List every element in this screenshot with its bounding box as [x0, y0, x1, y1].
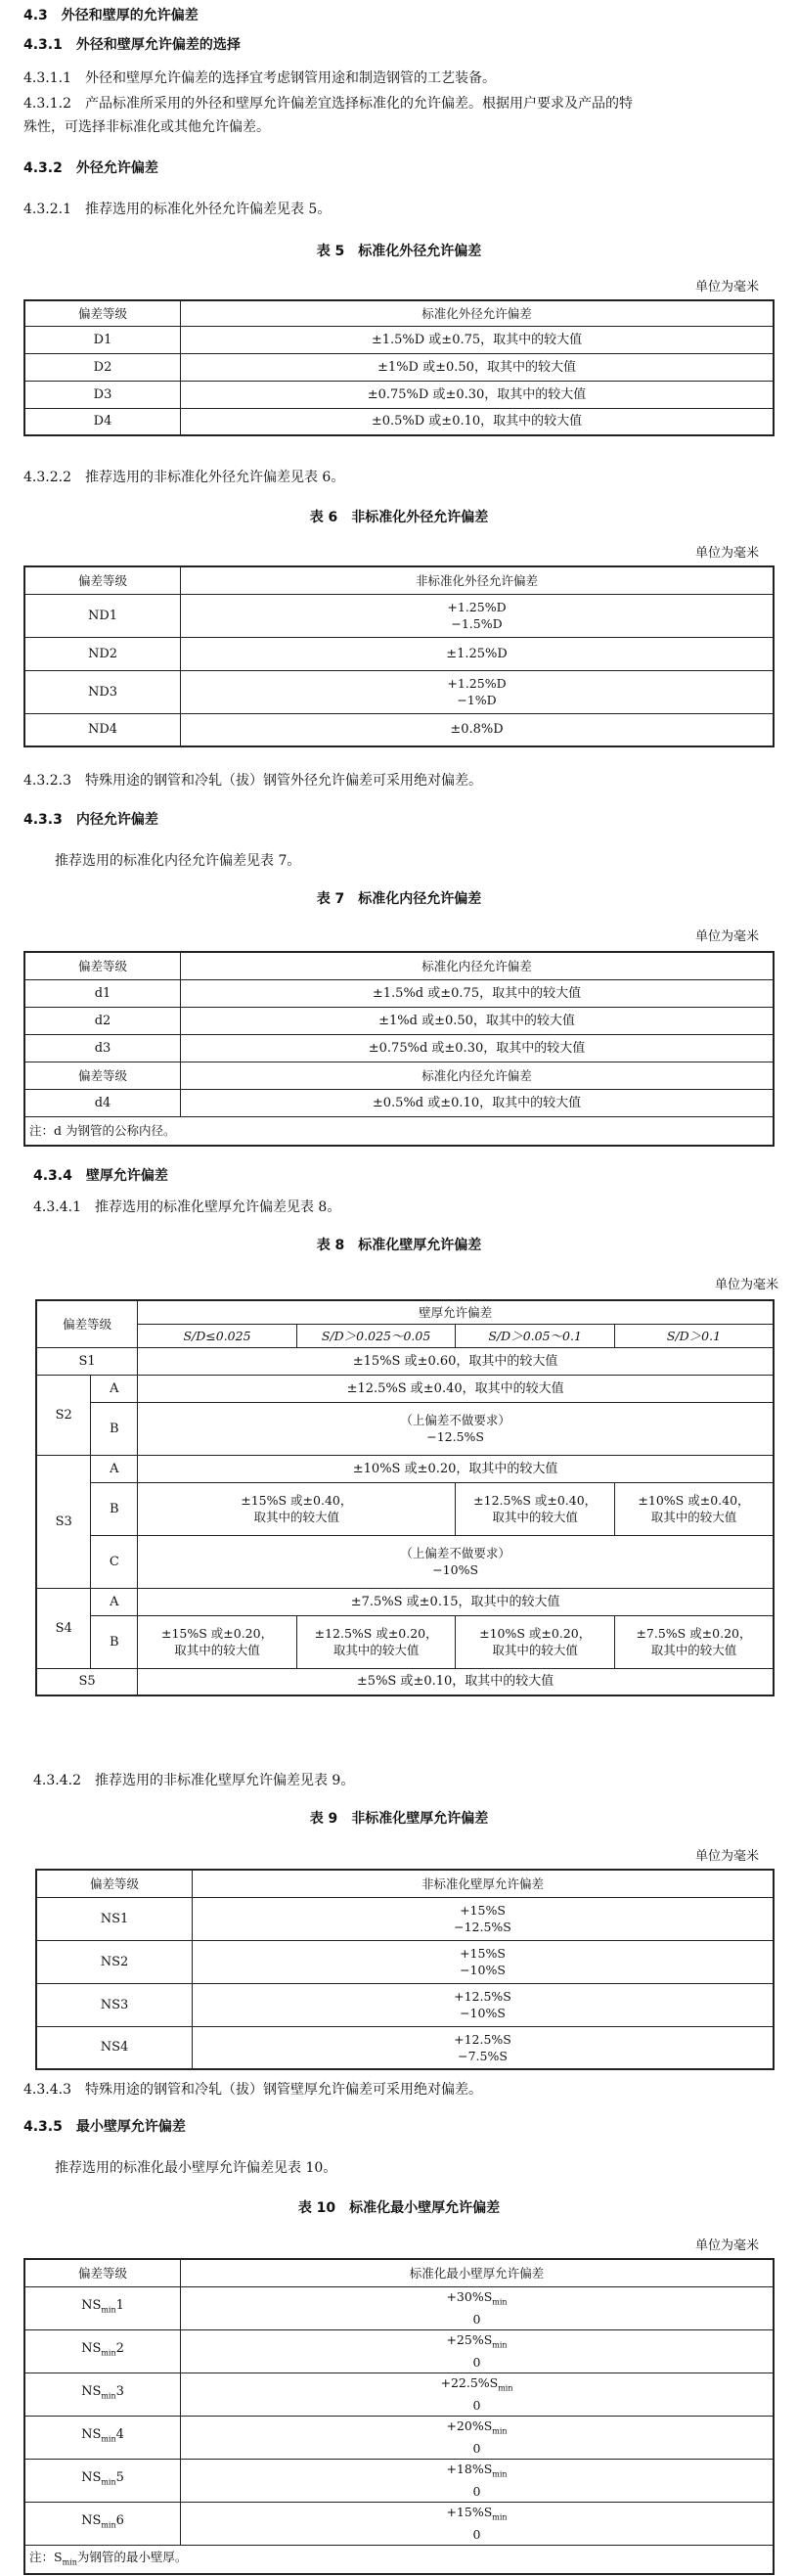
grade-cell: ND3	[24, 670, 181, 713]
table-row	[24, 1034, 774, 1062]
table-row	[24, 2416, 774, 2459]
table5-caption: 表 5 标准化外径允许偏差	[316, 244, 482, 259]
table9-header-value: 非标准化壁厚允许偏差	[193, 1870, 775, 1897]
value-cell: +15%S −10%S	[193, 1940, 775, 1983]
value-cell: ±0.8%D	[181, 713, 775, 746]
section-heading-4-3-3: 4.3.3 内径允许偏差	[23, 812, 158, 828]
value-cell: +1.25%D −1.5%D	[181, 594, 775, 637]
table-row	[24, 2286, 774, 2329]
value-cell: ±1.5%D 或±0.75，取其中的较大值	[181, 326, 775, 353]
table-row	[24, 2502, 774, 2545]
paragraph-4-3-1-1: 4.3.1.1 外径和壁厚允许偏差的选择宜考虑钢管用途和制造钢管的工艺装备。	[23, 70, 496, 86]
value-cell: ±12.5%S 或±0.20， 取其中的较大值	[296, 1615, 456, 1668]
grade-cell: ND4	[24, 713, 181, 746]
grade-cell: S3	[36, 1455, 91, 1588]
table8-unit: 单位为毫米	[714, 1278, 778, 1292]
value-cell: ±1.5%d 或±0.75，取其中的较大值	[181, 979, 775, 1007]
section-heading-4-3-4: 4.3.4 壁厚允许偏差	[33, 1168, 168, 1184]
table5-unit: 单位为毫米	[694, 280, 759, 294]
grade-cell: $NS_{min}5$	[24, 2459, 181, 2502]
value-cell: ±0.5%D 或±0.10，取其中的较大值	[181, 408, 775, 435]
paragraph-4-3-1-2-line1: 4.3.1.2 产品标准所采用的外径和壁厚允许偏差宜选择标准化的允许偏差。根据用户要求及产品的特	[23, 96, 633, 112]
grade-cell: d4	[24, 1089, 181, 1116]
table6-caption: 表 6 非标准化外径允许偏差	[309, 510, 489, 525]
section-heading-4-3: 4.3 外径和壁厚的允许偏差	[23, 8, 199, 23]
value-cell: ±10%S 或±0.40， 取其中的较大值	[614, 1482, 774, 1535]
value-cell: +12.5%S −10%S	[193, 1983, 775, 2026]
table-row	[24, 713, 774, 746]
table-row	[24, 381, 774, 408]
section-heading-4-3-5: 4.3.5 最小壁厚允许偏差	[23, 2119, 186, 2135]
table8-header-col3: S/D＞0.05～0.1	[456, 1324, 615, 1347]
grade-cell: NS4	[36, 2026, 193, 2069]
table8-header-top: 壁厚允许偏差	[138, 1300, 774, 1324]
subgrade-cell: B	[91, 1402, 138, 1455]
table-row	[24, 1007, 774, 1034]
grade-cell: NS1	[36, 1897, 193, 1940]
table7-header-grade: 偏差等级	[24, 952, 181, 979]
table7-unit: 单位为毫米	[694, 929, 759, 944]
subgrade-cell: A	[91, 1455, 138, 1482]
grade-cell: NS2	[36, 1940, 193, 1983]
value-cell: ±12.5%S 或±0.40， 取其中的较大值	[456, 1482, 615, 1535]
value-cell: $+20\%S_{min}$ 0	[181, 2416, 775, 2459]
value-cell: +1.25%D −1%D	[181, 670, 775, 713]
table-row	[24, 670, 774, 713]
value-cell: （上偏差不做要求） −10%S	[138, 1535, 774, 1588]
grade-cell: $NS_{min}4$	[24, 2416, 181, 2459]
subgrade-cell: C	[91, 1535, 138, 1588]
paragraph-4-3-2-3: 4.3.2.3 特殊用途的钢管和冷轧（拔）钢管外径允许偏差可采用绝对偏差。	[23, 773, 482, 789]
table-row	[24, 2373, 774, 2416]
table-row	[24, 2459, 774, 2502]
table7-note: 注：d 为钢管的公称内径。	[24, 1116, 774, 1146]
table9-unit: 单位为毫米	[694, 1849, 759, 1864]
value-cell: ±0.5%d 或±0.10，取其中的较大值	[181, 1089, 775, 1116]
table5-header-grade: 偏差等级	[24, 300, 181, 326]
value-cell: ±0.75%d 或±0.30，取其中的较大值	[181, 1034, 775, 1062]
value-cell: ±0.75%D 或±0.30，取其中的较大值	[181, 381, 775, 408]
table-row	[36, 1983, 774, 2026]
value-cell: $+25\%S_{min}$ 0	[181, 2329, 775, 2373]
grade-cell: D4	[24, 408, 181, 435]
table8-header-col4: S/D＞0.1	[614, 1324, 774, 1347]
table8-header-col2: S/D＞0.025～0.05	[296, 1324, 456, 1347]
grade-cell: S2	[36, 1375, 91, 1455]
grade-cell: S1	[36, 1347, 138, 1375]
value-cell: ±1%D 或±0.50，取其中的较大值	[181, 353, 775, 381]
table6	[23, 565, 775, 747]
grade-cell: $NS_{min}1$	[24, 2286, 181, 2329]
grade-cell: S4	[36, 1588, 91, 1668]
value-cell: $+30\%S_{min}$ 0	[181, 2286, 775, 2329]
grade-cell: D2	[24, 353, 181, 381]
value-cell: $+15\%S_{min}$ 0	[181, 2502, 775, 2545]
paragraph-4-3-2-1: 4.3.2.1 推荐选用的标准化外径允许偏差见表 5。	[23, 202, 332, 217]
value-cell: ±7.5%S 或±0.15，取其中的较大值	[138, 1588, 774, 1615]
table8-header-grade: 偏差等级	[36, 1300, 138, 1347]
table-row	[36, 1940, 774, 1983]
section-heading-4-3-1: 4.3.1 外径和壁厚允许偏差的选择	[23, 37, 241, 53]
grade-cell: D1	[24, 326, 181, 353]
table9-header-grade: 偏差等级	[36, 1870, 193, 1897]
table7	[23, 951, 775, 1147]
value-cell: ±15%S 或±0.40， 取其中的较大值	[138, 1482, 456, 1535]
table-row	[36, 2026, 774, 2069]
table7-caption: 表 7 标准化内径允许偏差	[316, 891, 482, 907]
table5	[23, 299, 775, 436]
paragraph-4-3-4-2: 4.3.4.2 推荐选用的非标准化壁厚允许偏差见表 9。	[33, 1773, 355, 1788]
grade-cell: ND2	[24, 637, 181, 670]
value-cell: ±1.25%D	[181, 637, 775, 670]
table8-caption: 表 8 标准化壁厚允许偏差	[316, 1238, 482, 1253]
table6-header-grade: 偏差等级	[24, 566, 181, 594]
table-row	[24, 1089, 774, 1116]
table6-header-value: 非标准化外径允许偏差	[181, 566, 775, 594]
value-cell: ±10%S 或±0.20，取其中的较大值	[138, 1455, 774, 1482]
value-cell: ±12.5%S 或±0.40，取其中的较大值	[138, 1375, 774, 1402]
value-cell: （上偏差不做要求） −12.5%S	[138, 1402, 774, 1455]
table9	[35, 1869, 775, 2070]
grade-cell: $NS_{min}6$	[24, 2502, 181, 2545]
table10-note: 注：$S_{min}$为钢管的最小壁厚。	[24, 2545, 774, 2574]
value-cell: $+22.5\%S_{min}$ 0	[181, 2373, 775, 2416]
table9-caption: 表 9 非标准化壁厚允许偏差	[309, 1811, 489, 1827]
table10-header-value: 标准化最小壁厚允许偏差	[181, 2259, 775, 2286]
table-row	[36, 1897, 774, 1940]
table-row	[24, 637, 774, 670]
paragraph-4-3-3: 推荐选用的标准化内径允许偏差见表 7。	[55, 853, 301, 869]
paragraph-4-3-5: 推荐选用的标准化最小壁厚允许偏差见表 10。	[55, 2160, 337, 2176]
table-row	[24, 353, 774, 381]
table7-header-grade-repeat: 偏差等级	[24, 1062, 181, 1089]
subgrade-cell: A	[91, 1375, 138, 1402]
table10	[23, 2258, 775, 2575]
table7-header-value-repeat: 标准化内径允许偏差	[181, 1062, 775, 1089]
table-row	[24, 2329, 774, 2373]
grade-cell: NS3	[36, 1983, 193, 2026]
table8-header-col1: S/D≤0.025	[138, 1324, 297, 1347]
value-cell: +15%S −12.5%S	[193, 1897, 775, 1940]
grade-cell: d3	[24, 1034, 181, 1062]
value-cell: ±5%S 或±0.10，取其中的较大值	[138, 1668, 774, 1695]
grade-cell: S5	[36, 1668, 138, 1695]
table-row	[24, 979, 774, 1007]
value-cell: ±7.5%S 或±0.20， 取其中的较大值	[614, 1615, 774, 1668]
value-cell: +12.5%S −7.5%S	[193, 2026, 775, 2069]
grade-cell: $NS_{min}2$	[24, 2329, 181, 2373]
grade-cell: ND1	[24, 594, 181, 637]
paragraph-4-3-1-2-line2: 殊性，可选择非标准化或其他允许偏差。	[23, 119, 270, 135]
table5-header-value: 标准化外径允许偏差	[181, 300, 775, 326]
grade-cell: d2	[24, 1007, 181, 1034]
table10-header-grade: 偏差等级	[24, 2259, 181, 2286]
table6-unit: 单位为毫米	[694, 546, 759, 561]
paragraph-4-3-2-2: 4.3.2.2 推荐选用的非标准化外径允许偏差见表 6。	[23, 470, 345, 485]
section-heading-4-3-2: 4.3.2 外径允许偏差	[23, 160, 158, 176]
value-cell: ±15%S 或±0.60，取其中的较大值	[138, 1347, 774, 1375]
table8	[35, 1299, 775, 1696]
paragraph-4-3-4-1: 4.3.4.1 推荐选用的标准化壁厚允许偏差见表 8。	[33, 1199, 341, 1215]
value-cell: ±10%S 或±0.20， 取其中的较大值	[456, 1615, 615, 1668]
table7-header-value: 标准化内径允许偏差	[181, 952, 775, 979]
table-row	[24, 408, 774, 435]
paragraph-4-3-4-3: 4.3.4.3 特殊用途的钢管和冷轧（拔）钢管壁厚允许偏差可采用绝对偏差。	[23, 2082, 482, 2098]
table-row	[24, 326, 774, 353]
grade-cell: D3	[24, 381, 181, 408]
value-cell: ±15%S 或±0.20， 取其中的较大值	[138, 1615, 297, 1668]
value-cell: ±1%d 或±0.50，取其中的较大值	[181, 1007, 775, 1034]
subgrade-cell: B	[91, 1482, 138, 1535]
subgrade-cell: A	[91, 1588, 138, 1615]
grade-cell: $NS_{min}3$	[24, 2373, 181, 2416]
table10-caption: 表 10 标准化最小壁厚允许偏差	[297, 2200, 501, 2216]
subgrade-cell: B	[91, 1615, 138, 1668]
table10-unit: 单位为毫米	[694, 2238, 759, 2253]
grade-cell: d1	[24, 979, 181, 1007]
value-cell: $+18\%S_{min}$ 0	[181, 2459, 775, 2502]
table-row	[24, 594, 774, 637]
